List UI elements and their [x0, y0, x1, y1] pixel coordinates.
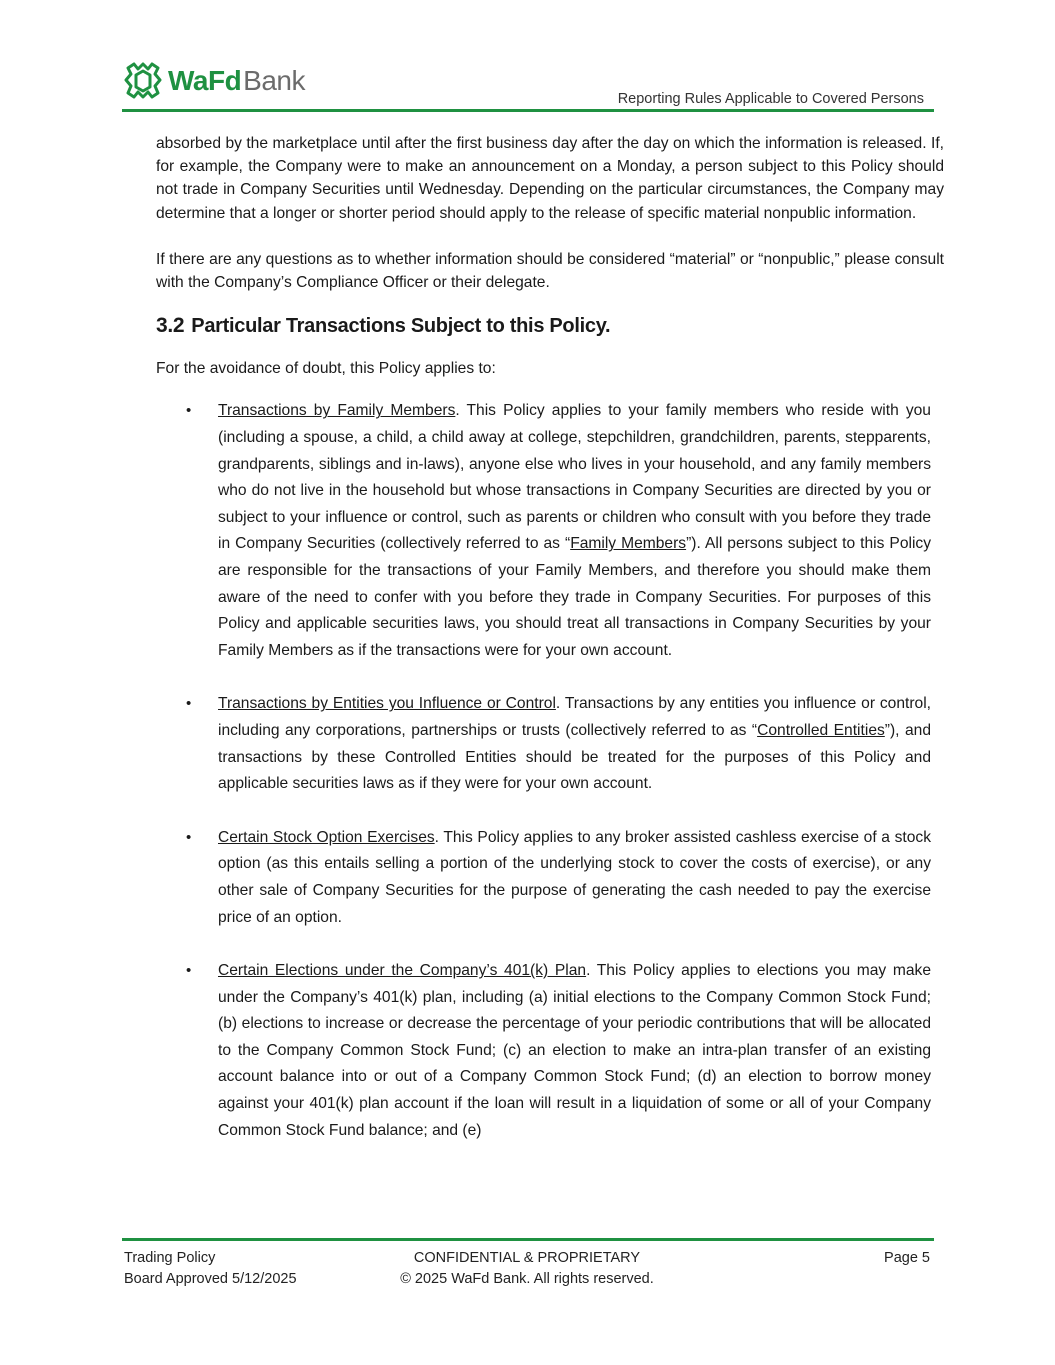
bullet-heading: Transactions by Family Members [218, 402, 456, 420]
bullet-text-continued: ”), and transactions by these Controlled Entities should be treated for the purposes of this Policy and applicable securities laws as if they were for your own account. [218, 721, 931, 793]
page-header [122, 58, 934, 114]
bullet-paragraph [218, 825, 931, 931]
section-title: Particular Transactions Subject to this Policy. [191, 315, 611, 338]
header-title: Reporting Rules Applicable to Covered Persons [617, 91, 924, 107]
list-item [156, 958, 931, 1144]
bullet-marker: • [186, 828, 192, 846]
footer-copyright: © 2025 WaFd Bank. All rights reserved. [400, 1271, 654, 1287]
section-heading [156, 314, 944, 338]
bullet-paragraph [218, 398, 931, 664]
paragraph-2: If there are any questions as to whether information should be considered “material” or “nonpublic,” please consult with the Company’s Compliance Officer or their delegate. [156, 250, 944, 292]
logo-bank-text: Bank [243, 65, 305, 96]
section-number: 3.2 [156, 314, 185, 338]
bullet-text-continued: ”). All persons subject to this Policy are responsible for the transactions of your Family Members, and therefore you should make them aware of the need to confer with you before they trade in Company Securities. For purposes of this Policy and applicable securities laws, you should treat all transactions in Company Securities by your Family Members as if the transactions were for your own account. [218, 535, 932, 659]
bullet-text: . This Policy applies to any broker assisted cashless exercise of a stock option (as this entails selling a portion of the underlying stock to cover the costs of exercise), or any other sale of Company Securities for the purpose of generating the cash needed to pay the exercise price of an option. [218, 828, 931, 926]
footer-confidential: CONFIDENTIAL & PROPRIETARY [413, 1250, 641, 1266]
footer-doc-name: Trading Policy [124, 1250, 216, 1266]
defined-term: Controlled Entities [757, 721, 885, 739]
page-number: Page 5 [884, 1250, 930, 1266]
footer-left [124, 1248, 297, 1290]
page-footer [122, 1238, 934, 1298]
footer-approval: Board Approved 5/12/2025 [124, 1271, 297, 1287]
logo-wafd-text: WaFd [168, 65, 242, 96]
bullet-heading: Certain Elections under the Company’s 401(k) Plan [218, 962, 587, 980]
list-item [156, 398, 931, 664]
bullet-marker: • [186, 402, 192, 420]
bullet-text: . Transactions by any entities you influence or control, including any corporations, partnerships or trusts (collectively referred to as “ [218, 695, 931, 739]
bullet-heading: Certain Stock Option Exercises [218, 828, 435, 846]
section-intro: For the avoidance of doubt, this Policy applies to: [156, 360, 496, 378]
bullet-paragraph [218, 958, 931, 1144]
bullet-text: . This Policy applies to your family members who reside with you (including a spouse, a child, a child away at college, stepchildren, grandchildren, parents, stepparents, grandparents, siblings and in-laws), anyone else who lives in your household, and any family members who do not live in the household but whose transactions in Company Securities are directed by you or subject to your influence or control, such as parents or children who consult with you before they trade in Company Securities (collectively referred to as “ [218, 402, 931, 553]
defined-term: Family Members [570, 535, 687, 553]
bullet-heading: Transactions by Entities you Influence or Control [218, 695, 556, 713]
wafd-logo-icon [122, 60, 164, 102]
bullet-text: . This Policy applies to elections you may make under the Company’s 401(k) plan, including (a) initial elections to the Company Common Stock Fund; (b) elections to increase or decrease the percentage of your periodic contributions that will be allocated to the Company Common Stock Fund; (c) an election to make an intra-plan transfer of an existing account balance into or out of a Company Common Stock Fund; (d) an election to borrow money against your 401(k) plan account if the loan will result in a liquidation of some or all of your Company Common Stock Fund balance; and (e) [218, 962, 931, 1139]
header-divider [122, 109, 934, 112]
bullet-list [156, 398, 944, 1144]
list-item [156, 691, 931, 797]
list-item [156, 825, 931, 931]
paragraph-1: absorbed by the marketplace until after the first business day after the day on which the information is released. If, for example, the Company were to make an announcement on a Monday, a person subject to this Policy should not trade in Company Securities until Wednesday. Depending on the particular circumstances, the Company may determine that a longer or shorter period should apply to the release of specific material nonpublic information. [156, 135, 944, 222]
footer-center [392, 1248, 662, 1290]
footer-divider [122, 1238, 934, 1241]
bullet-marker: • [186, 962, 192, 980]
wafd-logo [122, 60, 305, 102]
bullet-marker: • [186, 695, 192, 713]
page-content [156, 132, 944, 1171]
footer-right [884, 1248, 930, 1269]
bullet-paragraph [218, 691, 931, 797]
